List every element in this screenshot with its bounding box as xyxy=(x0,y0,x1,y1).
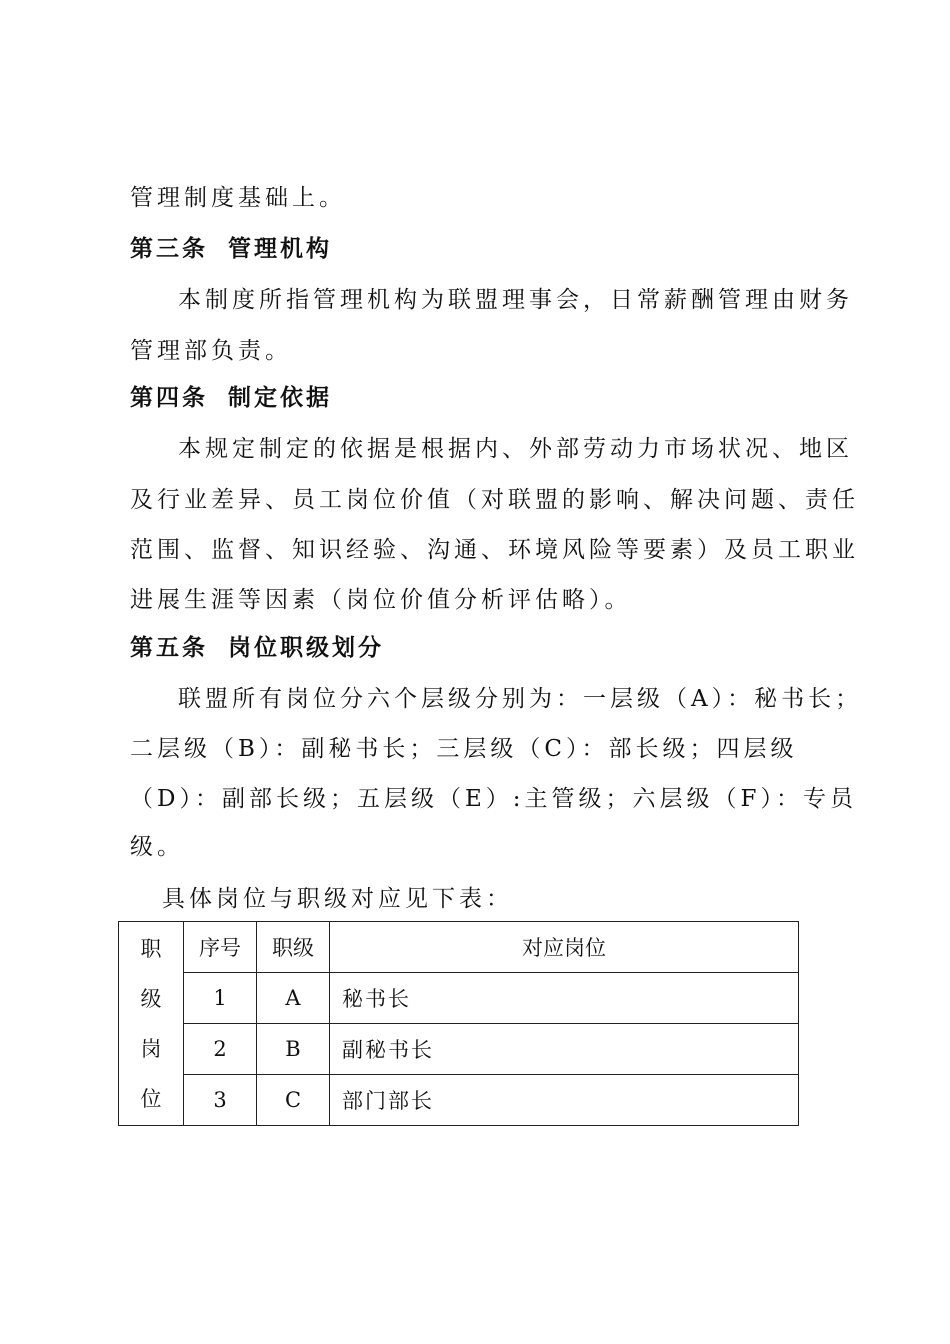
cell-seq: 1 xyxy=(184,973,257,1024)
table-intro: 具体岗位与职级对应见下表： xyxy=(162,886,513,912)
cell-grade: A xyxy=(257,973,330,1024)
section-number: 第四条 xyxy=(130,384,208,411)
section-title: 管理机构 xyxy=(228,235,332,262)
paragraph-line: （D）：副部长级；五层级（E）:主管级；六层级（F）：专员 xyxy=(130,786,857,812)
cell-position: 秘书长 xyxy=(330,973,799,1024)
section-title: 岗位职级划分 xyxy=(228,634,384,661)
paragraph-line: 本规定制定的依据是根据内、外部劳动力市场状况、地区 xyxy=(178,436,853,462)
section-number: 第三条 xyxy=(130,235,208,262)
section-heading-5 xyxy=(130,633,384,663)
section-number: 第五条 xyxy=(130,634,208,661)
paragraph-line: 范围、监督、知识经验、沟通、环境风险等要素）及员工职业 xyxy=(130,537,859,563)
row-header-char: 位 xyxy=(140,1086,162,1111)
cell-position: 部门部长 xyxy=(330,1075,799,1126)
cell-position: 副秘书长 xyxy=(330,1024,799,1075)
section-title: 制定依据 xyxy=(228,384,332,411)
table-row xyxy=(119,1024,799,1075)
grade-position-table xyxy=(118,921,799,1126)
cell-seq: 2 xyxy=(184,1024,257,1075)
cell-grade: C xyxy=(257,1075,330,1126)
paragraph-line: 本制度所指管理机构为联盟理事会，日常薪酬管理由财务 xyxy=(178,287,853,313)
header-seq: 序号 xyxy=(184,922,257,973)
table-row xyxy=(119,1075,799,1126)
cell-seq: 3 xyxy=(184,1075,257,1126)
row-header-char: 岗 xyxy=(140,1036,162,1061)
paragraph-line: 管理部负责。 xyxy=(130,338,292,364)
section-heading-3 xyxy=(130,234,332,264)
header-grade: 职级 xyxy=(257,922,330,973)
header-position: 对应岗位 xyxy=(330,922,799,973)
cell-grade: B xyxy=(257,1024,330,1075)
continuation-text: 管理制度基础上。 xyxy=(130,185,346,211)
row-header-char: 级 xyxy=(140,986,162,1011)
table-row xyxy=(119,973,799,1024)
paragraph-line: 二层级（B）：副秘书长；三层级（C）：部长级；四层级 xyxy=(130,736,798,762)
section-heading-4 xyxy=(130,383,332,413)
paragraph-line: 联盟所有岗位分六个层级分别为：一层级（A）：秘书长； xyxy=(178,686,863,712)
row-header-cell xyxy=(119,922,184,1126)
paragraph-line: 进展生涯等因素（岗位价值分析评估略）。 xyxy=(130,587,632,613)
table-header-row xyxy=(119,922,799,973)
row-header-char: 职 xyxy=(140,936,162,961)
paragraph-line: 级。 xyxy=(130,834,184,860)
paragraph-line: 及行业差异、员工岗位价值（对联盟的影响、解决问题、责任 xyxy=(130,487,859,513)
